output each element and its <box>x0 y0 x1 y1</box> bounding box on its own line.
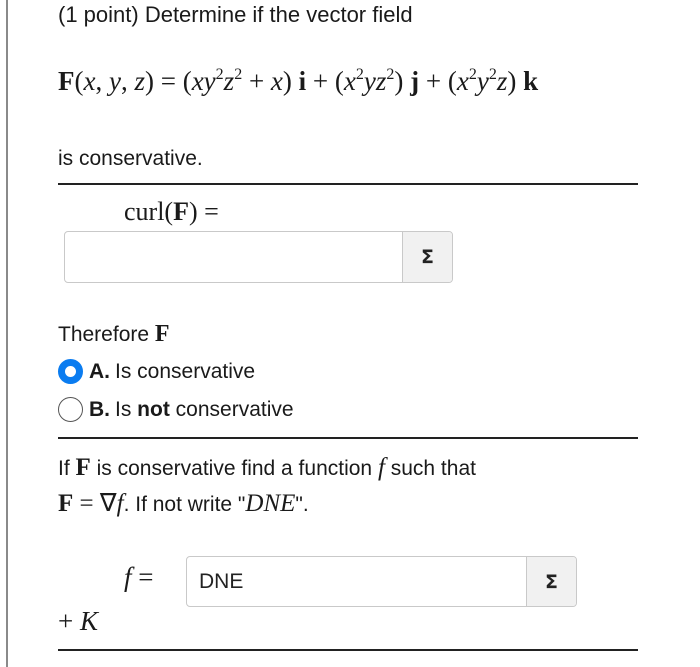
f-input[interactable] <box>187 557 541 606</box>
find-function-line-2: F = ∇f. If not write "DNE". <box>58 490 309 517</box>
k-component: $(x^2y^2z)$ <box>447 66 517 96</box>
curl-input[interactable] <box>65 232 419 282</box>
option-a-letter: A. <box>89 359 110 383</box>
divider <box>58 183 638 185</box>
divider <box>58 437 638 439</box>
option-a[interactable] <box>58 359 255 384</box>
divider <box>58 649 638 651</box>
intro-text: is conservative. <box>58 147 203 170</box>
therefore-label: Therefore F <box>58 321 170 347</box>
option-a-text: Is conservative <box>115 359 256 383</box>
curl-answer-box <box>64 231 453 283</box>
unit-k: k <box>523 66 539 96</box>
unit-i: i <box>298 66 307 96</box>
curl-label: curl(F) = <box>124 197 219 226</box>
plus-k-label: + K <box>58 606 98 636</box>
i-component: $(xy^2z^2 + x)$ <box>182 66 292 96</box>
sigma-icon: Σ <box>421 246 434 268</box>
option-b-text: Is not conservative <box>115 397 294 421</box>
vector-field-equation: F(x, y, $z) = (xy^2z^2 + x) i + (x^2yz^2) j + (x^2y^2z)$ k <box>58 66 539 96</box>
f-label: f = <box>124 562 154 592</box>
curl-equation-editor-button[interactable] <box>402 232 452 282</box>
unit-j: j <box>410 66 420 96</box>
option-b-letter: B. <box>89 397 110 421</box>
option-b[interactable] <box>58 397 294 422</box>
field-args: (x, y, z) = <box>74 66 183 96</box>
radio-b[interactable] <box>58 397 83 422</box>
f-answer-box <box>186 556 577 607</box>
j-component: $(x^2yz^2)$ <box>334 66 404 96</box>
f-equation-editor-button[interactable] <box>526 557 576 606</box>
radio-a[interactable] <box>58 359 83 384</box>
find-function-line-1: If F is conservative find a function f such that <box>58 454 476 481</box>
sigma-icon: Σ <box>545 570 558 593</box>
field-symbol: F <box>58 66 75 96</box>
problem-title: (1 point) Determine if the vector field <box>58 2 413 27</box>
left-border <box>6 0 8 667</box>
